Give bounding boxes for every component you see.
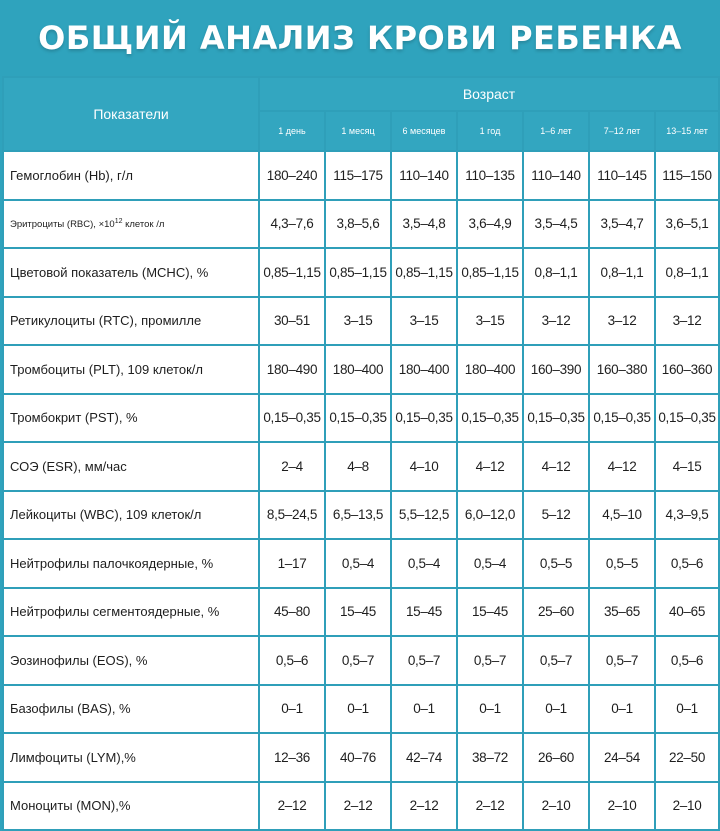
age-column-header: 7–12 лет bbox=[589, 111, 655, 151]
age-column-header: 1 месяц bbox=[325, 111, 391, 151]
value-cell: 12–36 bbox=[259, 733, 325, 782]
value-cell: 0–1 bbox=[457, 685, 523, 734]
value-cell: 35–65 bbox=[589, 588, 655, 637]
age-column-header: 6 месяцев bbox=[391, 111, 457, 151]
table-row bbox=[3, 151, 719, 200]
value-cell: 2–10 bbox=[655, 782, 719, 831]
value-cell: 0,5–7 bbox=[325, 636, 391, 685]
value-cell: 0,15–0,35 bbox=[391, 394, 457, 443]
value-cell: 0,15–0,35 bbox=[457, 394, 523, 443]
table-row bbox=[3, 588, 719, 637]
value-cell: 0,8–1,1 bbox=[523, 248, 589, 297]
value-cell: 180–400 bbox=[391, 345, 457, 394]
indicator-label: Гемоглобин (Hb), г/л bbox=[3, 151, 259, 200]
blood-test-table bbox=[2, 76, 720, 831]
indicator-label: Эозинофилы (EOS), % bbox=[3, 636, 259, 685]
value-cell: 2–12 bbox=[457, 782, 523, 831]
value-cell: 0,85–1,15 bbox=[457, 248, 523, 297]
value-cell: 4,3–9,5 bbox=[655, 491, 719, 540]
value-cell: 15–45 bbox=[391, 588, 457, 637]
table-row bbox=[3, 636, 719, 685]
value-cell: 0,5–6 bbox=[655, 636, 719, 685]
value-cell: 4–10 bbox=[391, 442, 457, 491]
value-cell: 180–240 bbox=[259, 151, 325, 200]
value-cell: 0–1 bbox=[325, 685, 391, 734]
indicator-label: Ретикулоциты (RTC), промилле bbox=[3, 297, 259, 346]
value-cell: 2–12 bbox=[325, 782, 391, 831]
indicator-label: Лимфоциты (LYM),% bbox=[3, 733, 259, 782]
indicator-label: Нейтрофилы палочкоядерные, % bbox=[3, 539, 259, 588]
value-cell: 160–360 bbox=[655, 345, 719, 394]
value-cell: 0,8–1,1 bbox=[589, 248, 655, 297]
value-cell: 110–145 bbox=[589, 151, 655, 200]
age-column-header: 1 год bbox=[457, 111, 523, 151]
table-row bbox=[3, 685, 719, 734]
value-cell: 3,6–5,1 bbox=[655, 200, 719, 249]
value-cell: 3–15 bbox=[457, 297, 523, 346]
value-cell: 40–65 bbox=[655, 588, 719, 637]
value-cell: 0–1 bbox=[259, 685, 325, 734]
value-cell: 2–12 bbox=[259, 782, 325, 831]
value-cell: 8,5–24,5 bbox=[259, 491, 325, 540]
value-cell: 0,5–5 bbox=[523, 539, 589, 588]
value-cell: 15–45 bbox=[457, 588, 523, 637]
table-row bbox=[3, 539, 719, 588]
table-row bbox=[3, 394, 719, 443]
value-cell: 2–4 bbox=[259, 442, 325, 491]
header-row-top bbox=[3, 77, 719, 111]
value-cell: 115–150 bbox=[655, 151, 719, 200]
indicator-label-text: Эритроциты (RBC), ×10 bbox=[10, 218, 115, 230]
indicator-label: Нейтрофилы сегментоядерные, % bbox=[3, 588, 259, 637]
value-cell: 42–74 bbox=[391, 733, 457, 782]
value-cell: 6,0–12,0 bbox=[457, 491, 523, 540]
table-row bbox=[3, 733, 719, 782]
value-cell: 0,5–7 bbox=[391, 636, 457, 685]
value-cell: 4–15 bbox=[655, 442, 719, 491]
table-row bbox=[3, 200, 719, 249]
value-cell: 180–400 bbox=[325, 345, 391, 394]
value-cell: 4–12 bbox=[589, 442, 655, 491]
value-cell: 3–12 bbox=[523, 297, 589, 346]
value-cell: 0,5–4 bbox=[457, 539, 523, 588]
value-cell: 0,8–1,1 bbox=[655, 248, 719, 297]
value-cell: 3,6–4,9 bbox=[457, 200, 523, 249]
indicator-label bbox=[3, 200, 259, 249]
value-cell: 2–12 bbox=[391, 782, 457, 831]
value-cell: 4–8 bbox=[325, 442, 391, 491]
value-cell: 45–80 bbox=[259, 588, 325, 637]
value-cell: 0,5–7 bbox=[589, 636, 655, 685]
value-cell: 115–175 bbox=[325, 151, 391, 200]
value-cell: 0,15–0,35 bbox=[589, 394, 655, 443]
value-cell: 0,15–0,35 bbox=[259, 394, 325, 443]
indicator-label: Лейкоциты (WBC), 109 клеток/л bbox=[3, 491, 259, 540]
value-cell: 0,15–0,35 bbox=[325, 394, 391, 443]
value-cell: 25–60 bbox=[523, 588, 589, 637]
age-column-header: 1 день bbox=[259, 111, 325, 151]
value-cell: 1–17 bbox=[259, 539, 325, 588]
value-cell: 110–135 bbox=[457, 151, 523, 200]
indicator-label: Тромбоциты (PLT), 109 клеток/л bbox=[3, 345, 259, 394]
table-row bbox=[3, 491, 719, 540]
age-header: Возраст bbox=[259, 77, 719, 111]
indicators-header: Показатели bbox=[3, 77, 259, 151]
value-cell: 0,5–4 bbox=[325, 539, 391, 588]
value-cell: 0,85–1,15 bbox=[325, 248, 391, 297]
indicator-label: СОЭ (ESR), мм/час bbox=[3, 442, 259, 491]
value-cell: 160–390 bbox=[523, 345, 589, 394]
table-row bbox=[3, 345, 719, 394]
value-cell: 3–15 bbox=[391, 297, 457, 346]
age-column-header: 13–15 лет bbox=[655, 111, 719, 151]
value-cell: 3–15 bbox=[325, 297, 391, 346]
value-cell: 0–1 bbox=[391, 685, 457, 734]
value-cell: 0,5–4 bbox=[391, 539, 457, 588]
indicator-label: Цветовой показатель (MCHC), % bbox=[3, 248, 259, 297]
indicator-label: Моноциты (MON),% bbox=[3, 782, 259, 831]
value-cell: 2–10 bbox=[589, 782, 655, 831]
value-cell: 24–54 bbox=[589, 733, 655, 782]
value-cell: 4,3–7,6 bbox=[259, 200, 325, 249]
value-cell: 0,85–1,15 bbox=[391, 248, 457, 297]
table-row bbox=[3, 297, 719, 346]
value-cell: 180–400 bbox=[457, 345, 523, 394]
value-cell: 3,5–4,8 bbox=[391, 200, 457, 249]
value-cell: 160–380 bbox=[589, 345, 655, 394]
indicator-label: Базофилы (BAS), % bbox=[3, 685, 259, 734]
value-cell: 0,5–6 bbox=[655, 539, 719, 588]
value-cell: 0,5–6 bbox=[259, 636, 325, 685]
value-cell: 30–51 bbox=[259, 297, 325, 346]
value-cell: 2–10 bbox=[523, 782, 589, 831]
value-cell: 38–72 bbox=[457, 733, 523, 782]
value-cell: 0,15–0,35 bbox=[523, 394, 589, 443]
value-cell: 3,8–5,6 bbox=[325, 200, 391, 249]
table-body bbox=[3, 151, 719, 830]
value-cell: 4,5–10 bbox=[589, 491, 655, 540]
value-cell: 6,5–13,5 bbox=[325, 491, 391, 540]
indicator-label-exponent: 12 bbox=[114, 217, 123, 225]
title-bar bbox=[0, 0, 720, 76]
value-cell: 0–1 bbox=[523, 685, 589, 734]
table-row bbox=[3, 248, 719, 297]
value-cell: 0–1 bbox=[589, 685, 655, 734]
table-row bbox=[3, 442, 719, 491]
value-cell: 0,5–7 bbox=[523, 636, 589, 685]
page-title: ОБЩИЙ АНАЛИЗ КРОВИ РЕБЕНКА bbox=[38, 19, 682, 57]
value-cell: 15–45 bbox=[325, 588, 391, 637]
value-cell: 3–12 bbox=[655, 297, 719, 346]
value-cell: 3,5–4,5 bbox=[523, 200, 589, 249]
value-cell: 0,15–0,35 bbox=[655, 394, 719, 443]
value-cell: 110–140 bbox=[391, 151, 457, 200]
value-cell: 4–12 bbox=[457, 442, 523, 491]
value-cell: 26–60 bbox=[523, 733, 589, 782]
value-cell: 0,85–1,15 bbox=[259, 248, 325, 297]
value-cell: 40–76 bbox=[325, 733, 391, 782]
value-cell: 110–140 bbox=[523, 151, 589, 200]
value-cell: 0,5–5 bbox=[589, 539, 655, 588]
value-cell: 5,5–12,5 bbox=[391, 491, 457, 540]
value-cell: 22–50 bbox=[655, 733, 719, 782]
value-cell: 0–1 bbox=[655, 685, 719, 734]
table-row bbox=[3, 782, 719, 831]
value-cell: 3–12 bbox=[589, 297, 655, 346]
value-cell: 3,5–4,7 bbox=[589, 200, 655, 249]
value-cell: 0,5–7 bbox=[457, 636, 523, 685]
value-cell: 5–12 bbox=[523, 491, 589, 540]
value-cell: 180–490 bbox=[259, 345, 325, 394]
value-cell: 4–12 bbox=[523, 442, 589, 491]
indicator-label: Тромбокрит (PST), % bbox=[3, 394, 259, 443]
age-column-header: 1–6 лет bbox=[523, 111, 589, 151]
indicator-label-unit: клеток /л bbox=[122, 218, 165, 230]
